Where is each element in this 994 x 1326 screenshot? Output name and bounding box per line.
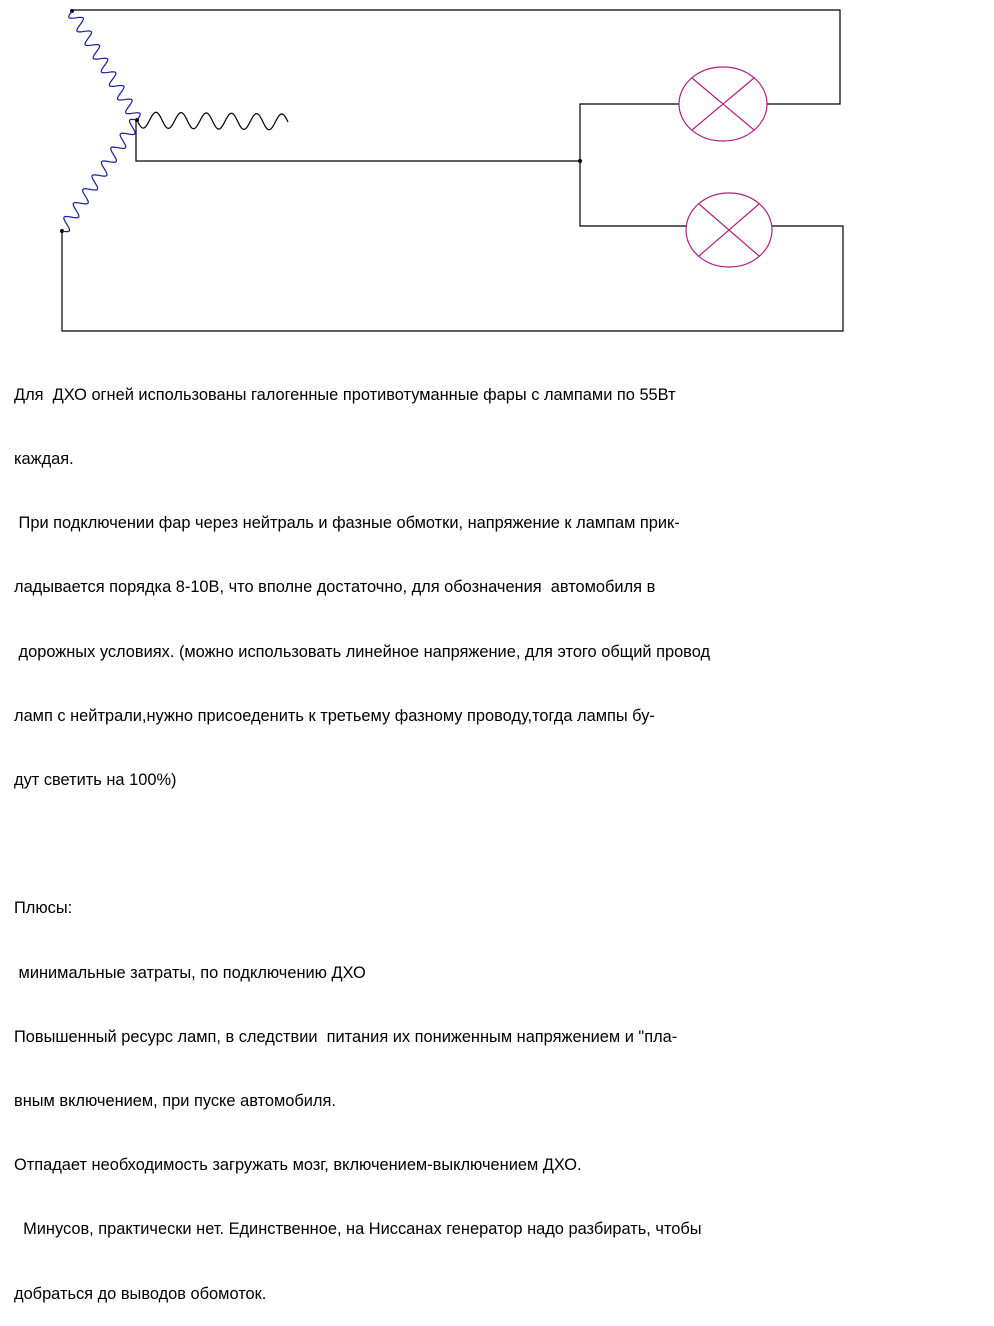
- winding-b: [137, 112, 288, 130]
- wire-lamp1-left: [580, 104, 679, 161]
- winding-c: [62, 119, 137, 231]
- dot-lamp-junction: [578, 159, 582, 163]
- text-line: минимальные затраты, по подключению ДХО: [14, 963, 366, 982]
- winding-a: [69, 11, 141, 120]
- stator-windings: [62, 11, 288, 232]
- text-line: При подключении фар через нейтраль и фазные обмотки, напряжение к лампам прик-: [14, 514, 680, 533]
- text-line: добраться до выводов обомоток.: [14, 1284, 267, 1303]
- wire-phase-a: [72, 10, 840, 104]
- lamp-1: [679, 67, 767, 141]
- text-line: [14, 834, 974, 855]
- text-line: вным включением, при пуске автомобиля.: [14, 1092, 336, 1111]
- text-line: Для ДХО огней использованы галогенные противотуманные фары с лампами по 55Вт: [14, 385, 676, 404]
- wire-neutral: [136, 120, 580, 161]
- text-line: дорожных условиях. (можно использовать линейное напряжение, для этого общий провод: [14, 642, 711, 661]
- wiring-diagram: [0, 0, 994, 340]
- text-line: ладывается порядка 8-10В, что вполне достаточно, для обозначения автомобиля в: [14, 578, 656, 597]
- lamp-2: [686, 193, 772, 267]
- text-line: ламп с нейтрали,нужно присоеденить к третьему фазному проводу,тогда лампы бу-: [14, 706, 655, 725]
- text-line: Минусов, практически нет. Единственное, на Ниссанах генератор надо разбирать, чтобы: [14, 1220, 702, 1239]
- text-line: Повышенный ресурс ламп, в следствии питания их пониженным напряжением и "пла-: [14, 1027, 678, 1046]
- text-line: Отпадает необходимость загружать мозг, включением-выключением ДХО.: [14, 1156, 582, 1175]
- pros-heading: Плюсы:: [14, 899, 73, 918]
- wires: [62, 10, 843, 331]
- wire-phase-c: [62, 226, 843, 331]
- junction-dots: [60, 9, 582, 233]
- wire-lamp2-left: [580, 161, 687, 226]
- text-line: каждая.: [14, 450, 74, 469]
- description-text: [14, 342, 974, 1326]
- text-line: дут светить на 100%): [14, 771, 177, 790]
